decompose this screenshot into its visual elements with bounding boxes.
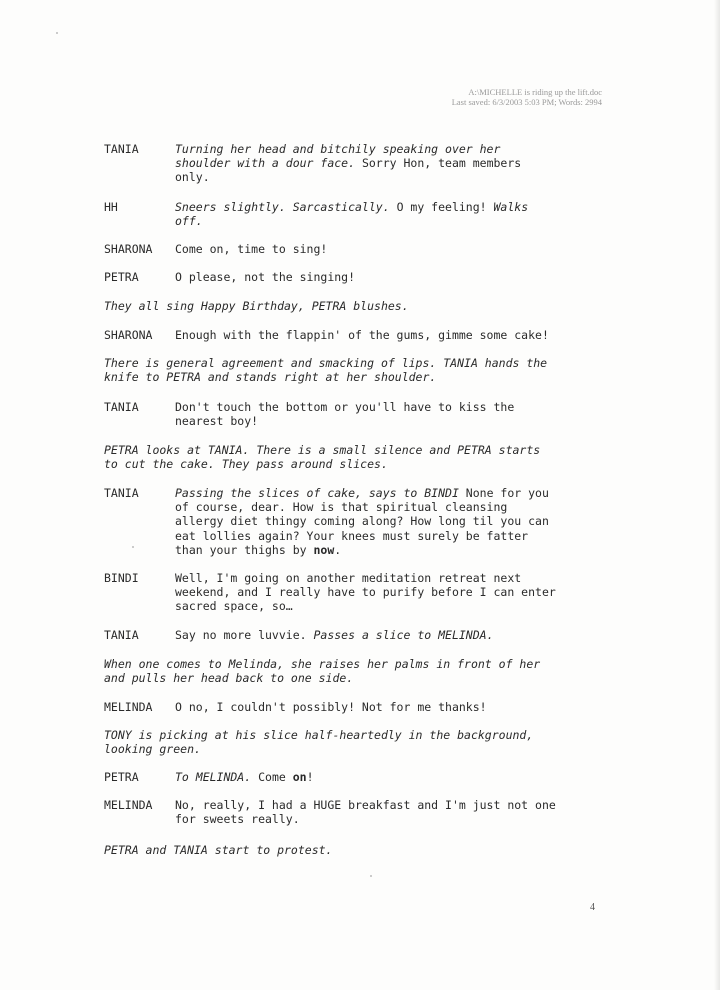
character-name: TANIA [104, 486, 139, 500]
character-name: SHARONA [104, 328, 153, 342]
dialogue-block [104, 142, 604, 185]
dialogue-text [175, 270, 604, 284]
line-text: O my feeling! [389, 200, 494, 214]
line-text: Come on, time to sing! [175, 242, 328, 256]
line-text: No, really, I had a HUGE breakfast and I'm just not one for sweets really. [175, 798, 556, 827]
header-filename: A:\MICHELLE is riding up the lift.doc [468, 87, 602, 97]
line-text: . [334, 542, 342, 557]
dialogue-block [104, 242, 604, 256]
scan-edge-shadow [714, 0, 720, 990]
stage-direction-text: There is general agreement and smacking of lips. TANIA hands the knife to PETRA and stands right at her shoulder. [104, 356, 548, 385]
scan-speck [56, 32, 58, 34]
stage-direction [104, 657, 604, 685]
dialogue-block [104, 270, 604, 284]
line-text: O no, I couldn't possibly! Not for me thanks! [175, 700, 487, 714]
dialogue-text [175, 571, 604, 614]
stage-direction [104, 843, 604, 857]
stage-direction [104, 356, 604, 384]
character-name: MELINDA [104, 798, 153, 812]
dialogue-text [175, 628, 604, 642]
stage-direction-text: PETRA looks at TANIA. There is a small silence and PETRA starts to cut the cake. They pass around slices. [104, 443, 541, 472]
line-text: None for you of course, dear. How is that spiritual cleansing allergy diet thingy coming along? How long til you can eat lollies again? Your knees must surely be fatter than your thighs by [175, 486, 549, 557]
line-text: Enough with the flappin' of the gums, gimme some cake! [175, 328, 549, 342]
stage-direction-text: When one comes to Melinda, she raises her palms in front of her and pulls her head back to one side. [104, 657, 541, 686]
parenthetical: Sneers slightly. Sarcastically. [175, 200, 390, 214]
emphasis: on [292, 770, 307, 784]
character-name: PETRA [104, 770, 139, 784]
stage-direction-text: TONY is picking at his slice half-heartedly in the background, looking green. [104, 728, 534, 757]
dialogue-block [104, 571, 604, 614]
character-name: TANIA [104, 400, 139, 414]
dialogue-block [104, 628, 604, 642]
character-name: TANIA [104, 142, 139, 156]
parenthetical: Walks off. [175, 200, 529, 229]
parenthetical: Turning her head and bitchily speaking over her shoulder with a dour face. [175, 142, 501, 171]
dialogue-text [175, 798, 604, 826]
stage-direction [104, 299, 604, 313]
dialogue-text [175, 328, 604, 342]
stage-direction-text: They all sing Happy Birthday, PETRA blushes. [104, 299, 409, 313]
emphasis: now [313, 542, 335, 557]
line-text: ! [306, 770, 314, 784]
dialogue-block [104, 798, 604, 826]
stage-direction [104, 728, 604, 756]
character-name: MELINDA [104, 700, 153, 714]
line-text: Well, I'm going on another meditation retreat next weekend, and I really have to purify before I can enter sacred space, so… [175, 571, 556, 614]
dialogue-block [104, 486, 604, 557]
line-text: O please, not the singing! [175, 270, 356, 284]
line-text: Don't touch the bottom or you'll have to kiss the nearest boy! [175, 400, 515, 429]
dialogue-block [104, 700, 604, 714]
character-name: TANIA [104, 628, 139, 642]
dialogue-text [175, 700, 604, 714]
stage-direction [104, 443, 604, 471]
parenthetical: Passing the slices of cake, says to BINDI [175, 486, 459, 500]
character-name: PETRA [104, 270, 139, 284]
character-name: HH [104, 200, 118, 214]
dialogue-text [175, 400, 604, 428]
dialogue-block [104, 770, 604, 784]
scan-speck [370, 875, 372, 877]
character-name: SHARONA [104, 242, 153, 256]
stage-direction-text: PETRA and TANIA start to protest. [104, 843, 333, 857]
parenthetical: Passes a slice to MELINDA. [313, 628, 494, 642]
dialogue-block [104, 400, 604, 428]
line-text: Say no more luvvie. [175, 628, 314, 642]
dialogue-text [175, 142, 604, 185]
dialogue-block [104, 328, 604, 342]
parenthetical: To MELINDA. [175, 770, 252, 784]
document-header [452, 87, 602, 107]
dialogue-text [175, 200, 604, 228]
line-text: Sorry Hon, team members only. [175, 156, 522, 185]
dialogue-block [104, 200, 604, 228]
header-last-saved: Last saved: 6/3/2003 5:03 PM; Words: 2994 [451, 97, 602, 107]
scan-speck [132, 546, 134, 548]
dialogue-text [175, 770, 604, 784]
character-name: BINDI [104, 571, 139, 585]
page-number: 4 [590, 902, 595, 913]
dialogue-text [175, 486, 604, 557]
line-text: Come [251, 770, 293, 784]
dialogue-text [175, 242, 604, 256]
